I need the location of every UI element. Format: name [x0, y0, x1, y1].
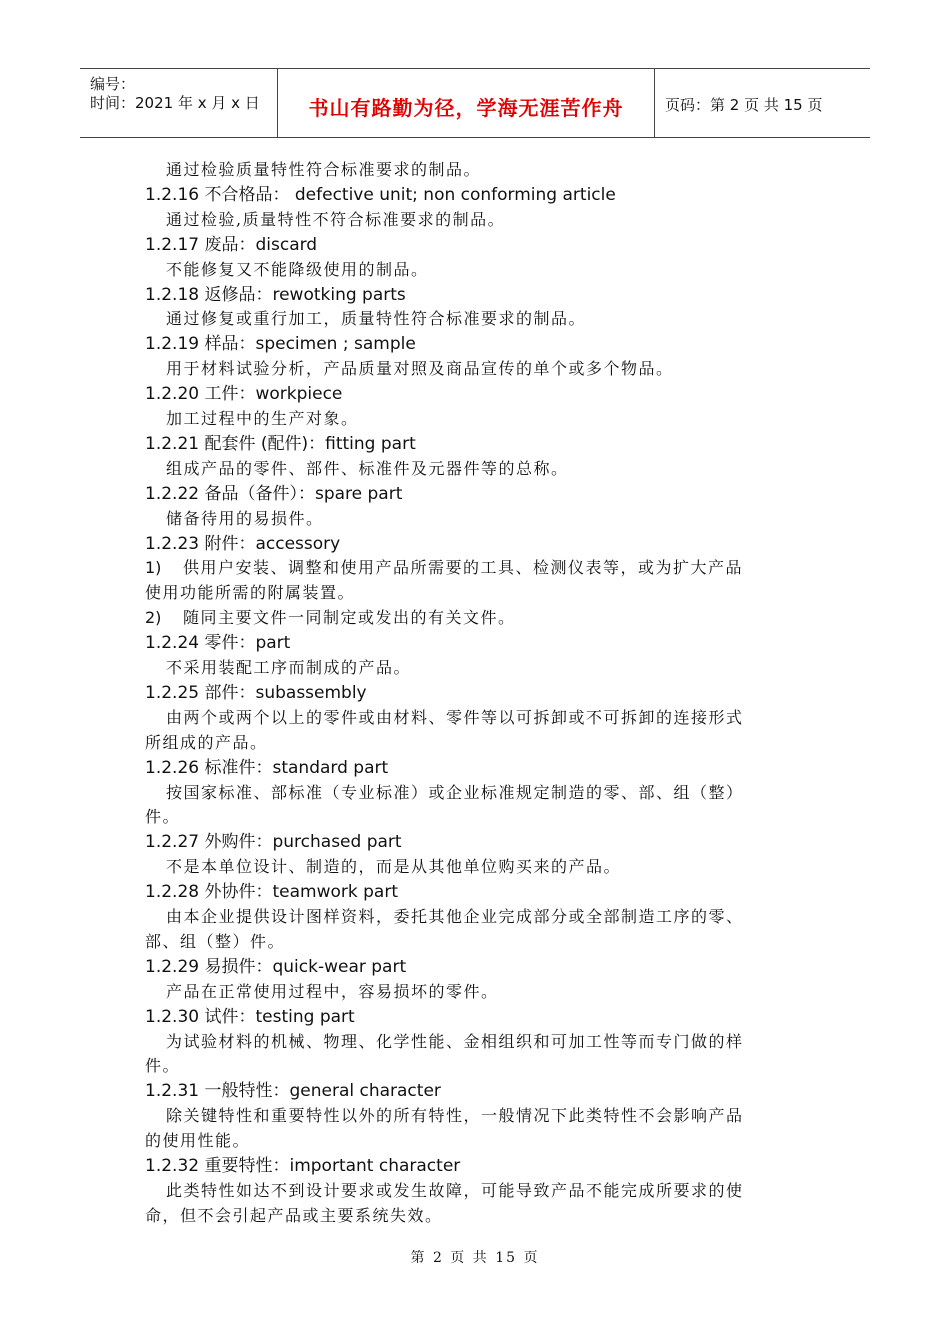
term-heading: 1.2.21 配套件 (配件)：fitting part [145, 433, 416, 454]
definition-line: 加工过程中的生产对象。 [166, 409, 359, 428]
definition-line: 通过检验质量特性符合标准要求的制品。 [166, 160, 482, 179]
definition-line: 通过检验,质量特性不符合标准要求的制品。 [166, 209, 506, 229]
item-text: 供用户安装、调整和使用产品所需要的工具、检测仪表等，或为扩大产品 [183, 558, 744, 578]
numbered-item [145, 558, 743, 578]
term-heading: 1.2.30 试件：testing part [145, 1006, 355, 1027]
term-heading: 1.2.28 外协件：teamwork part [145, 882, 398, 903]
term-heading: 1.2.22 备品（备件）：spare part [145, 483, 403, 504]
definition-line: 部、组（整）件。 [145, 931, 286, 951]
term-heading: 1.2.25 部件：subassembly [145, 682, 367, 703]
definition-line: 此类特性如达不到设计要求或发生故障，可能导致产品不能完成所要求的使 [166, 1180, 744, 1200]
document-time-label: 时间：2021 年 x 月 x 日 [90, 94, 260, 112]
definition-line: 组成产品的零件、部件、标准件及元器件等的总称。 [166, 458, 569, 478]
definition-line: 按国家标准、部标准（专业标准）或企业标准规定制造的零、部、组（整） [166, 782, 744, 802]
definition-line: 储备待用的易损件。 [166, 508, 324, 528]
item-number: 2) [145, 608, 162, 628]
term-heading: 1.2.20 工件：workpiece [145, 384, 343, 405]
item-text: 随同主要文件一同制定或发出的有关文件。 [183, 608, 516, 628]
definition-line: 不采用装配工序而制成的产品。 [166, 658, 412, 677]
header-motto: 书山有路勤为径，学海无涯苦作舟 [308, 96, 624, 120]
term-heading: 1.2.26 标准件：standard part [145, 757, 389, 778]
definition-line: 件。 [145, 807, 181, 827]
term-heading: 1.2.24 零件：part [145, 633, 291, 654]
definition-line: 通过修复或重行加工，质量特性符合标准要求的制品。 [166, 309, 587, 329]
definition-line: 用于材料试验分析，产品质量对照及商品宣传的单个或多个物品。 [166, 359, 674, 379]
header-page-cell [655, 69, 870, 137]
term-heading: 1.2.16 不合格品： defective unit; non conforming article [145, 184, 616, 205]
header-info-cell [80, 69, 278, 137]
definition-line: 由两个或两个以上的零件或由材料、零件等以可拆卸或不可拆卸的连接形式 [166, 707, 744, 727]
definition-line: 由本企业提供设计图样资料，委托其他企业完成部分或全部制造工序的零、 [166, 907, 744, 926]
definition-line: 命，但不会引起产品或主要系统失效。 [145, 1205, 443, 1225]
page-header [80, 68, 870, 138]
header-motto-cell [278, 69, 655, 137]
term-heading: 1.2.17 废品：discard [145, 234, 318, 255]
term-heading: 1.2.32 重要特性：important character [145, 1156, 461, 1176]
page-footer: 第 2 页 共 15 页 [410, 1250, 540, 1266]
numbered-item [145, 608, 516, 628]
definition-line: 使用功能所需的附属装置。 [145, 583, 356, 603]
term-heading: 1.2.29 易损件：quick-wear part [145, 956, 407, 977]
definition-line: 除关键特性和重要特性以外的所有特性，一般情况下此类特性不会影响产品 [166, 1106, 744, 1126]
definition-line: 不是本单位设计、制造的，而是从其他单位购买来的产品。 [166, 857, 622, 877]
term-heading: 1.2.19 样品：specimen ; sample [145, 334, 416, 355]
header-page-number: 页码：第 2 页 共 15 页 [665, 96, 823, 114]
item-number: 1) [145, 558, 162, 578]
term-heading: 1.2.18 返修品：rewotking parts [145, 284, 406, 305]
term-heading: 1.2.23 附件：accessory [145, 533, 341, 554]
term-heading: 1.2.31 一般特性：general character [145, 1081, 441, 1102]
definition-line: 为试验材料的机械、物理、化学性能、金相组织和可加工性等而专门做的样 [166, 1031, 744, 1051]
definition-line: 件。 [145, 1056, 181, 1076]
definition-line: 的使用性能。 [145, 1131, 251, 1151]
definition-line: 所组成的产品。 [145, 732, 268, 752]
definition-line: 不能修复又不能降级使用的制品。 [166, 259, 429, 279]
term-heading: 1.2.27 外购件：purchased part [145, 832, 402, 853]
definition-line: 产品在正常使用过程中，容易损坏的零件。 [166, 981, 499, 1001]
document-number-label: 编号： [90, 75, 136, 93]
